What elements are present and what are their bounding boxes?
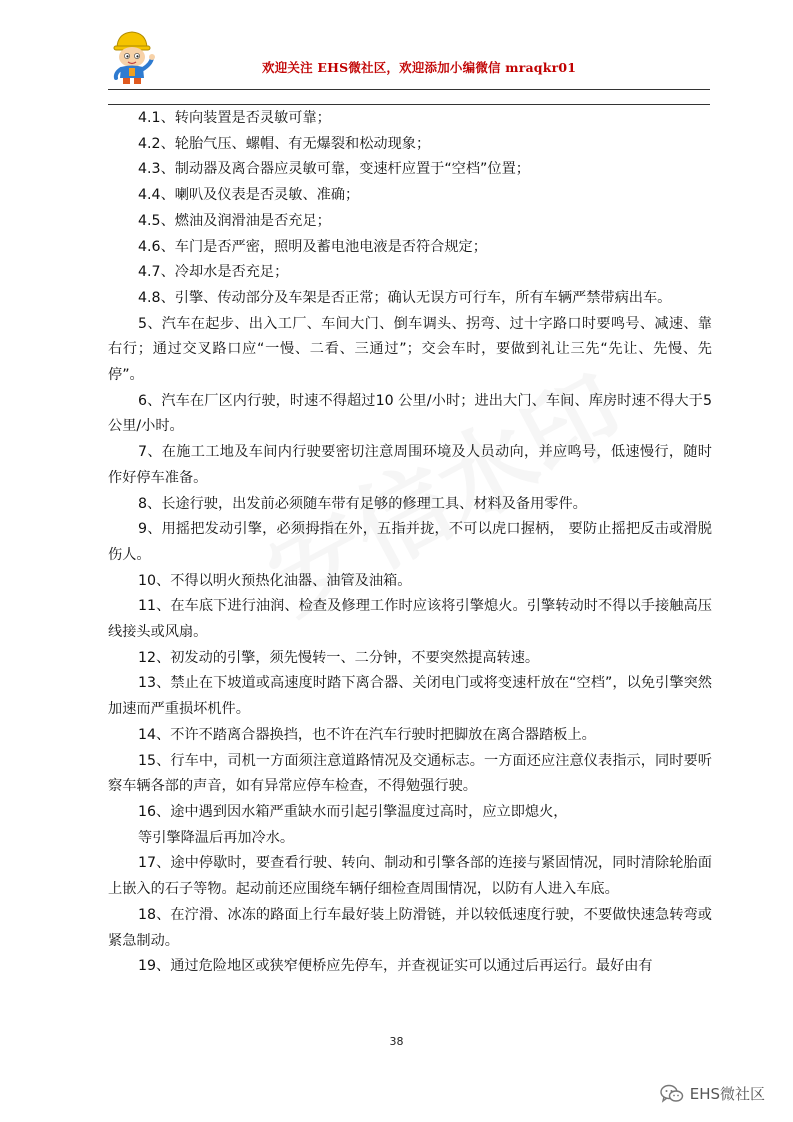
paragraph: 4.6、车门是否严密，照明及蓄电池电液是否符合规定； (138, 238, 487, 255)
paragraph: 5、汽车在起步、出入工厂、车间大门、倒车调头、拐弯、过十字路口时要鸣号、减速、靠右行；通过交叉路口应“一慢、二看、三通过”；交会车时，要做到礼让三先“先让、先慢、先停”。 (108, 315, 712, 384)
paragraph: 4.4、喇叭及仪表是否灵敏、准确； (138, 187, 360, 204)
wechat-badge (660, 1083, 765, 1104)
document-body (108, 106, 712, 980)
header-divider-second (108, 104, 710, 105)
paragraph: 等引擎降温后再加冷水。 (138, 829, 295, 846)
paragraph: 18、在泞滑、冰冻的路面上行车最好装上防滑链，并以较低速度行驶，不要做快速急转弯或紧急制动。 (108, 906, 712, 949)
paragraph: 4.3、制动器及离合器应灵敏可靠，变速杆应置于“空档”位置； (138, 161, 530, 178)
paragraph: 9、用摇把发动引擎，必须拇指在外，五指并拢，不可以虎口握柄， 要防止摇把反击或滑脱伤人。 (108, 521, 712, 563)
paragraph: 4.2、轮胎气压、螺帽、有无爆裂和松动现象； (138, 135, 431, 152)
paragraph: 13、禁止在下坡道或高速度时踏下离合器、关闭电门或将变速杆放在“空档”，以免引擎突然加速而严重损坏机件。 (108, 675, 712, 718)
paragraph: 12、初发动的引擎，须先慢转一、二分钟，不要突然提高转速。 (138, 649, 540, 666)
paragraph: 17、途中停歇时，要查看行驶、转向、制动和引擎各部的连接与紧固情况，同时清除轮胎面上嵌入的石子等物。起动前还应围绕车辆仔细检查周围情况，以防有人进入车底。 (108, 855, 712, 898)
mascot-logo (108, 28, 156, 86)
paragraph: 7、在施工工地及车间内行驶要密切注意周围环境及人员动向，并应鸣号，低速慢行，随时作好停车准备。 (108, 444, 712, 486)
paragraph: 6、汽车在厂区内行驶，时速不得超过10 公里/小时；进出大门、车间、库房时速不得大于5 公里/小时。 (108, 392, 712, 435)
paragraph: 16、途中遇到因水箱严重缺水而引起引擎温度过高时，应立即熄火， (138, 803, 568, 820)
wechat-label: EHS微社区 (689, 1085, 765, 1103)
paragraph: 11、在车底下进行油润、检查及修理工作时应该将引擎熄火。引擎转动时不得以手接触高压线接头或风扇。 (108, 598, 712, 641)
paragraph: 4.7、冷却水是否充足； (138, 264, 289, 281)
header-divider (108, 89, 710, 90)
paragraph: 15、行车中，司机一方面须注意道路情况及交通标志。一方面还应注意仪表指示，同时要听察车辆各部的声音，如有异常应停车检查，不得勉强行驶。 (108, 752, 712, 795)
paragraph: 4.5、燃油及润滑油是否充足； (138, 212, 331, 229)
page-number: 38 (389, 1035, 404, 1048)
paragraph: 19、通过危险地区或狭窄便桥应先停车，并查视证实可以通过后再运行。最好由有 (138, 958, 653, 975)
header-banner: 欢迎关注 EHS微社区，欢迎添加小编微信 mraqkr01 (262, 60, 577, 75)
paragraph: 8、长途行驶，出发前必须随车带有足够的修理工具、材料及备用零件。 (138, 495, 587, 512)
paragraph: 14、不许不踏离合器换挡，也不许在汽车行驶时把脚放在离合器踏板上。 (138, 726, 596, 743)
paragraph: 4.1、转向装置是否灵敏可靠； (138, 110, 331, 126)
wechat-icon (660, 1084, 684, 1104)
paragraph: 4.8、引擎、传动部分及车架是否正常；确认无误方可行车，所有车辆严禁带病出车。 (138, 289, 672, 306)
paragraph: 10、不得以明火预热化油器、油管及油箱。 (138, 572, 412, 589)
